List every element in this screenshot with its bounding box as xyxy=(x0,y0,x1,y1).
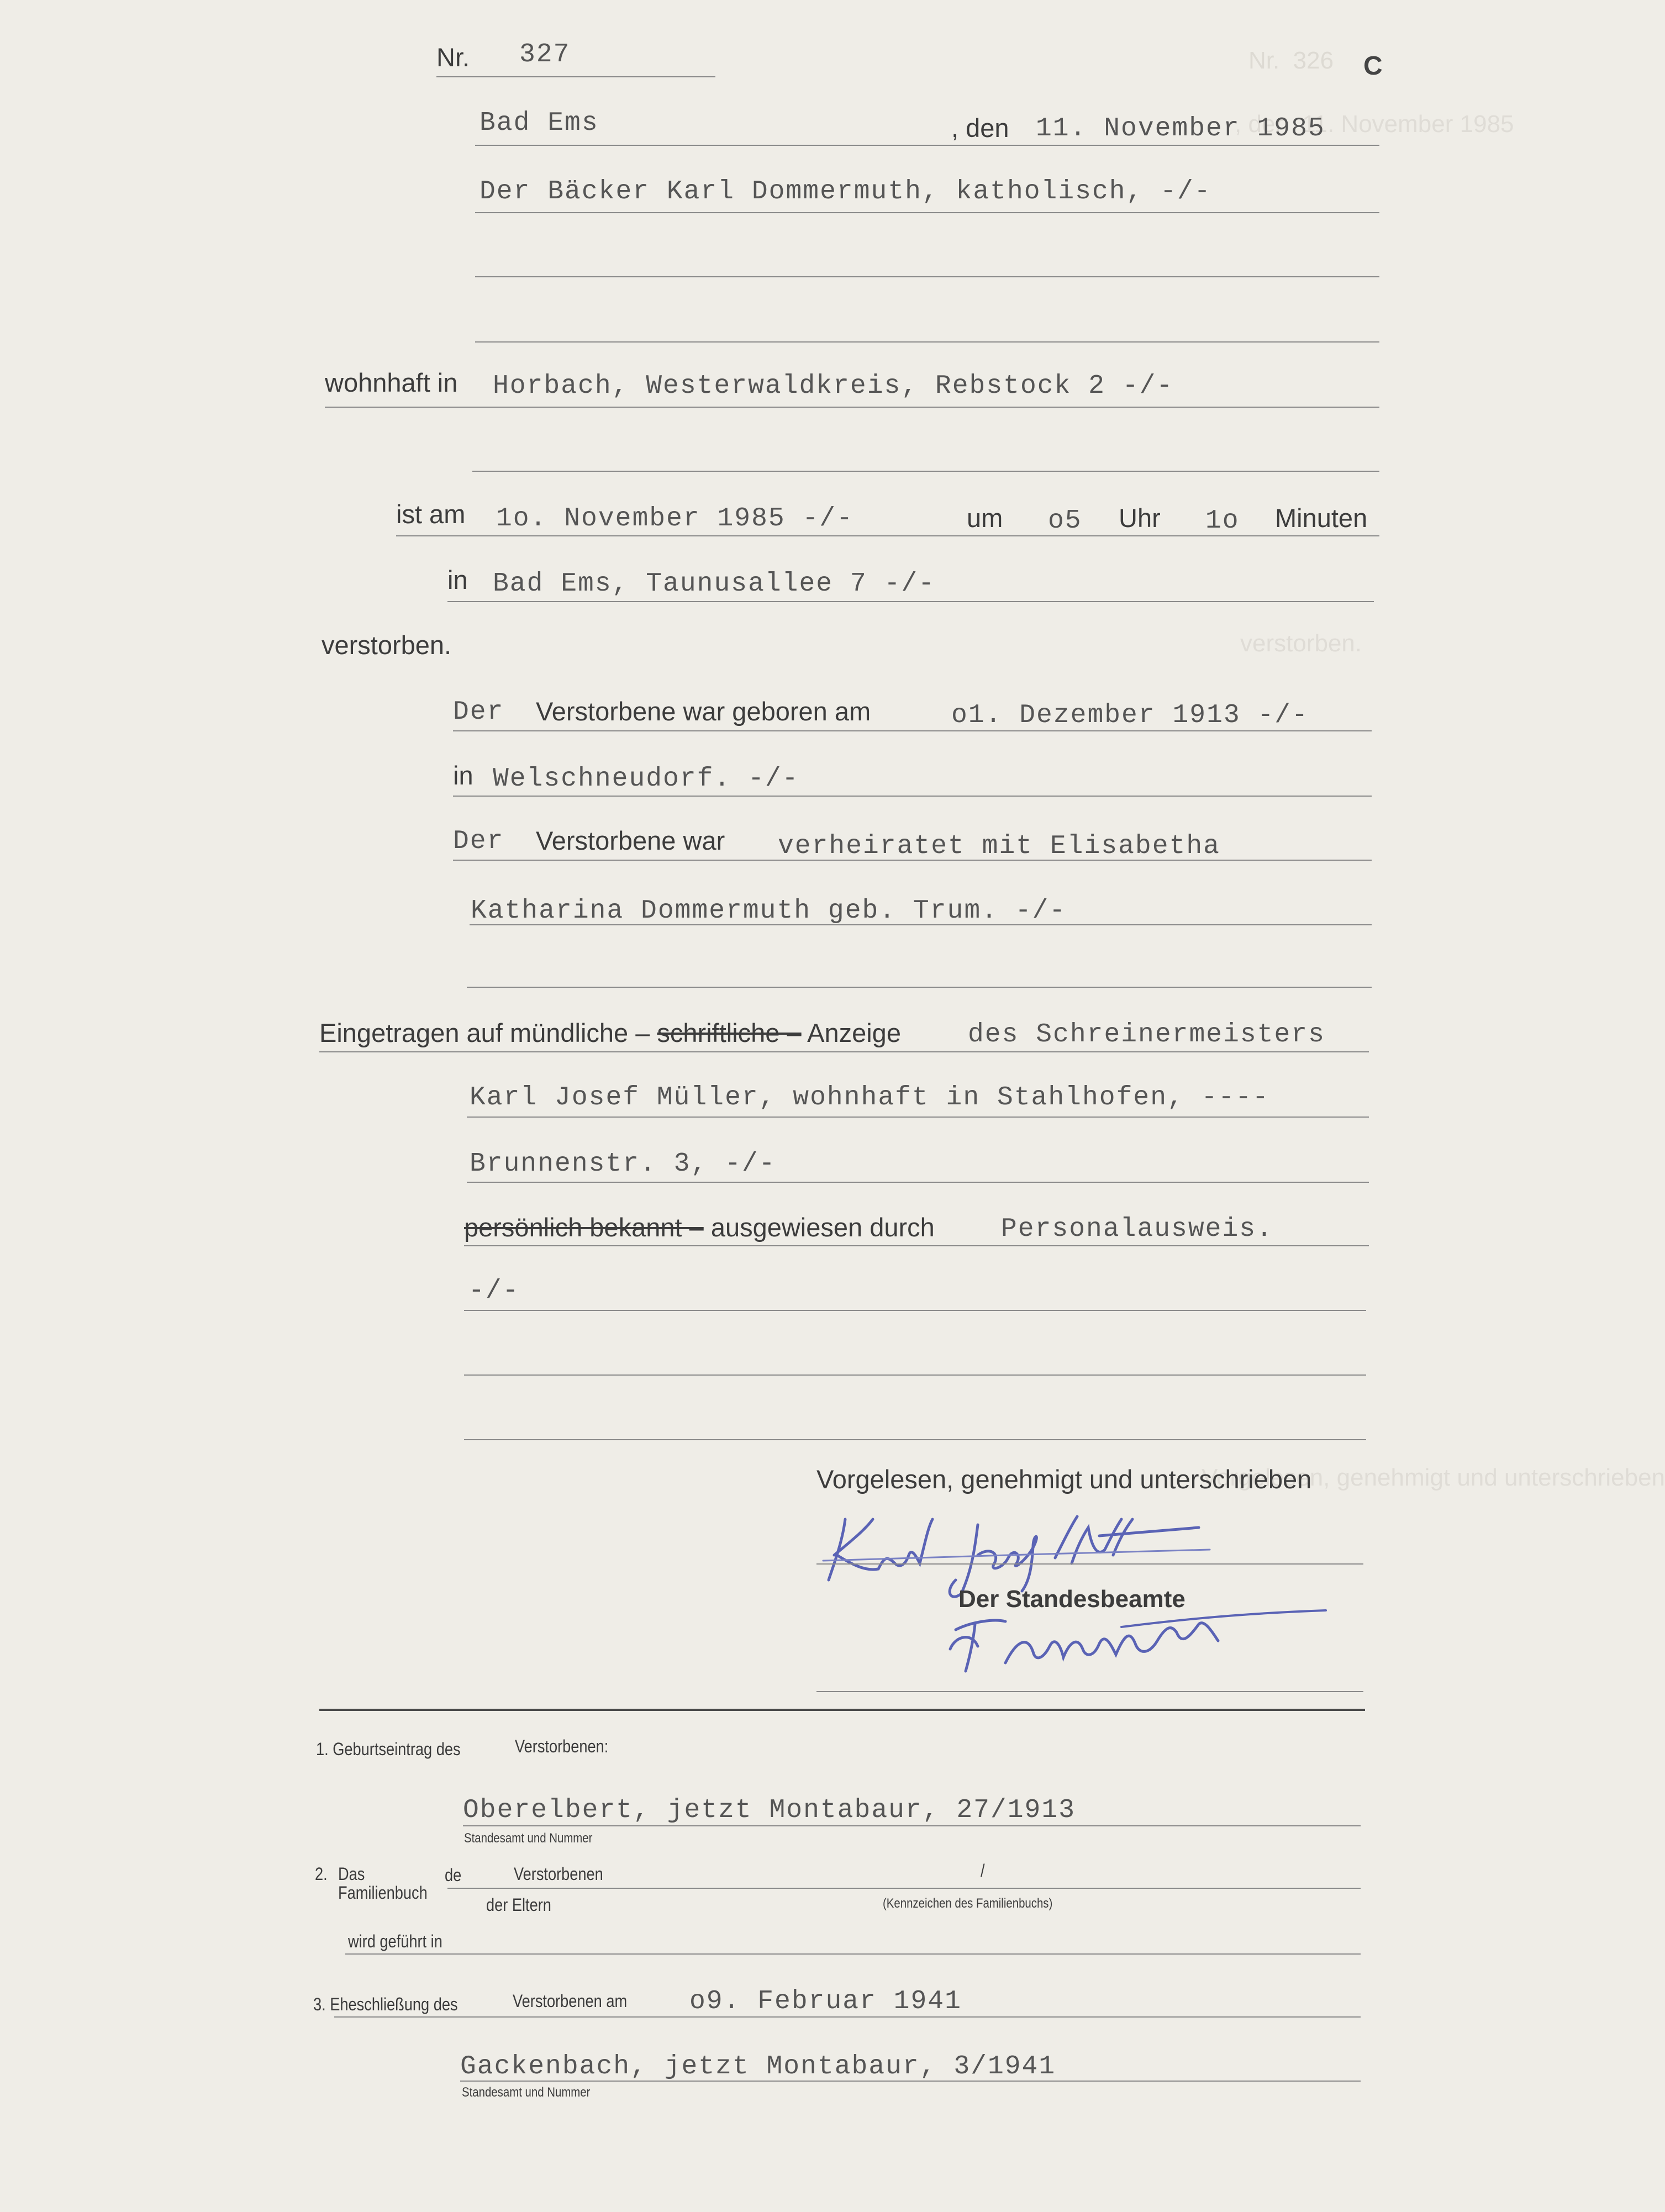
registrar-signature-line xyxy=(816,1691,1363,1692)
bleed-through-text: verstorben. xyxy=(1240,630,1362,657)
fn3-line-1 xyxy=(334,2016,1361,2018)
corner-letter: C xyxy=(1363,51,1383,81)
registry-place: Bad Ems xyxy=(480,108,599,138)
fn2-verstorbenen: Verstorbenen xyxy=(514,1864,603,1884)
fn2-eltern: der Eltern xyxy=(486,1895,551,1915)
registrar-label: Der Standesbeamte xyxy=(958,1586,1185,1613)
person-line-3 xyxy=(475,341,1379,343)
fn2-familienbuch: Familienbuch xyxy=(338,1883,428,1903)
marital-line-2 xyxy=(470,924,1372,925)
person-line-1 xyxy=(475,212,1379,213)
report-line-6 xyxy=(464,1374,1366,1376)
fn3-caption: Standesamt und Nummer xyxy=(462,2085,591,2100)
fn1-value: Oberelbert, jetzt Montabaur, 27/1913 xyxy=(463,1795,1076,1825)
death-minutes-value: 1o xyxy=(1205,506,1240,536)
fn2-kennzeichen: (Kennzeichen des Familienbuchs) xyxy=(883,1896,1053,1911)
fn3-line-2 xyxy=(460,2081,1361,2082)
fn2-gefuehrt: wird geführt in xyxy=(348,1931,442,1951)
death-place-value: Bad Ems, Taunusallee 7 -/- xyxy=(493,569,935,599)
marital-value-line1: verheiratet mit Elisabetha xyxy=(778,831,1220,861)
death-date-label: ist am xyxy=(396,499,466,529)
report-line-3 xyxy=(467,1182,1369,1183)
bleed-through-text: Vorgelesen, genehmigt und unterschrieben xyxy=(1202,1464,1665,1491)
registry-date: 11. November 1985 xyxy=(1036,114,1325,144)
residence-line-2 xyxy=(472,471,1379,472)
id-document-value: Personalausweis. xyxy=(1001,1214,1273,1244)
fn2-de: de xyxy=(445,1865,462,1885)
report-label-suffix: Anzeige xyxy=(807,1018,901,1047)
death-date-line xyxy=(396,535,1379,536)
birth-place-line xyxy=(453,796,1372,797)
report-value-line3: Brunnenstr. 3, -/- xyxy=(470,1149,776,1179)
register-number-line xyxy=(436,76,715,77)
report-value-line2: Karl Josef Müller, wohnhaft in Stahlhofen, ---- xyxy=(470,1083,1269,1113)
residence-value: Horbach, Westerwaldkreis, Rebstock 2 -/- xyxy=(493,371,1174,401)
report-line-1 xyxy=(319,1051,1369,1052)
register-number-value: 327 xyxy=(519,40,571,70)
identity-label xyxy=(464,1212,935,1242)
fn2-das: Das xyxy=(338,1864,365,1884)
known-struck: persönlich bekannt – xyxy=(464,1213,704,1242)
birth-date-value: o1. Dezember 1913 -/- xyxy=(951,701,1309,730)
bleed-through-text: Nr. 326 xyxy=(1248,47,1334,74)
death-place-line xyxy=(447,601,1374,602)
footer-separator xyxy=(319,1709,1365,1711)
residence-line xyxy=(325,407,1379,408)
report-value-line1: des Schreinermeisters xyxy=(968,1020,1325,1050)
fn1-label-tail: Verstorbenen: xyxy=(515,1736,609,1756)
fn2-line xyxy=(447,1888,1361,1889)
birth-place-value: Welschneudorf. -/- xyxy=(493,764,799,794)
report-line-2 xyxy=(467,1116,1369,1118)
marital-value-line2: Katharina Dommermuth geb. Trum. -/- xyxy=(471,896,1067,926)
report-label xyxy=(319,1018,901,1048)
marital-label: Verstorbene war xyxy=(536,826,725,855)
fn1-label: 1. Geburtseintrag des xyxy=(316,1739,461,1759)
fn1-caption: Standesamt und Nummer xyxy=(464,1831,593,1846)
fn3-label-tail: Verstorbenen am xyxy=(513,1991,628,2011)
marital-der-prefix: Der xyxy=(453,826,504,856)
informant-signature-line xyxy=(816,1563,1363,1565)
report-line-7 xyxy=(464,1439,1366,1440)
verstorben-label: verstorben. xyxy=(322,630,452,660)
death-time-um-label: um xyxy=(967,503,1003,533)
report-line-4 xyxy=(464,1245,1369,1246)
birth-place-label: in xyxy=(453,761,473,790)
marital-line-3 xyxy=(467,987,1372,988)
registrar-signature xyxy=(939,1602,1337,1685)
deceased-person-line: Der Bäcker Karl Dommermuth, katholisch, -/- xyxy=(480,177,1211,207)
bleed-through-text: , den 11. November 1985 xyxy=(1235,110,1514,138)
death-hour-value: o5 xyxy=(1048,506,1082,536)
person-line-2 xyxy=(475,276,1379,277)
death-date-value: 1o. November 1985 -/- xyxy=(496,504,853,534)
fn2-number: 2. xyxy=(315,1864,328,1884)
den-label: , den xyxy=(951,113,1009,143)
death-uhr-label: Uhr xyxy=(1119,503,1161,533)
read-approved-text: Vorgelesen, genehmigt und unterschrieben xyxy=(816,1465,1312,1494)
marital-line-1 xyxy=(453,860,1372,861)
report-label-prefix: Eingetragen auf mündliche – xyxy=(319,1018,650,1047)
fn2-slash: / xyxy=(981,1861,985,1881)
death-minutes-label: Minuten xyxy=(1275,503,1368,533)
report-label-struck: schriftliche – xyxy=(657,1018,802,1047)
fn3-date: o9. Februar 1941 xyxy=(689,1987,962,2016)
fn2-gefuehrt-line xyxy=(345,1953,1361,1955)
death-place-label: in xyxy=(447,565,468,594)
id-label: ausgewiesen durch xyxy=(710,1213,935,1242)
residence-label: wohnhaft in xyxy=(325,368,458,397)
fn3-value: Gackenbach, jetzt Montabaur, 3/1941 xyxy=(460,2052,1056,2082)
fn3-label: 3. Eheschließung des xyxy=(313,1994,458,2014)
birth-label: Verstorbene war geboren am xyxy=(536,697,871,726)
birth-der-prefix: Der xyxy=(453,697,504,727)
report-line-5 xyxy=(464,1310,1366,1311)
place-date-line xyxy=(475,145,1379,146)
fn1-line xyxy=(463,1825,1361,1826)
report-value-line5: -/- xyxy=(468,1276,520,1306)
birth-date-line xyxy=(453,730,1372,731)
register-number-label: Nr. xyxy=(436,43,470,72)
informant-signature xyxy=(812,1503,1232,1597)
